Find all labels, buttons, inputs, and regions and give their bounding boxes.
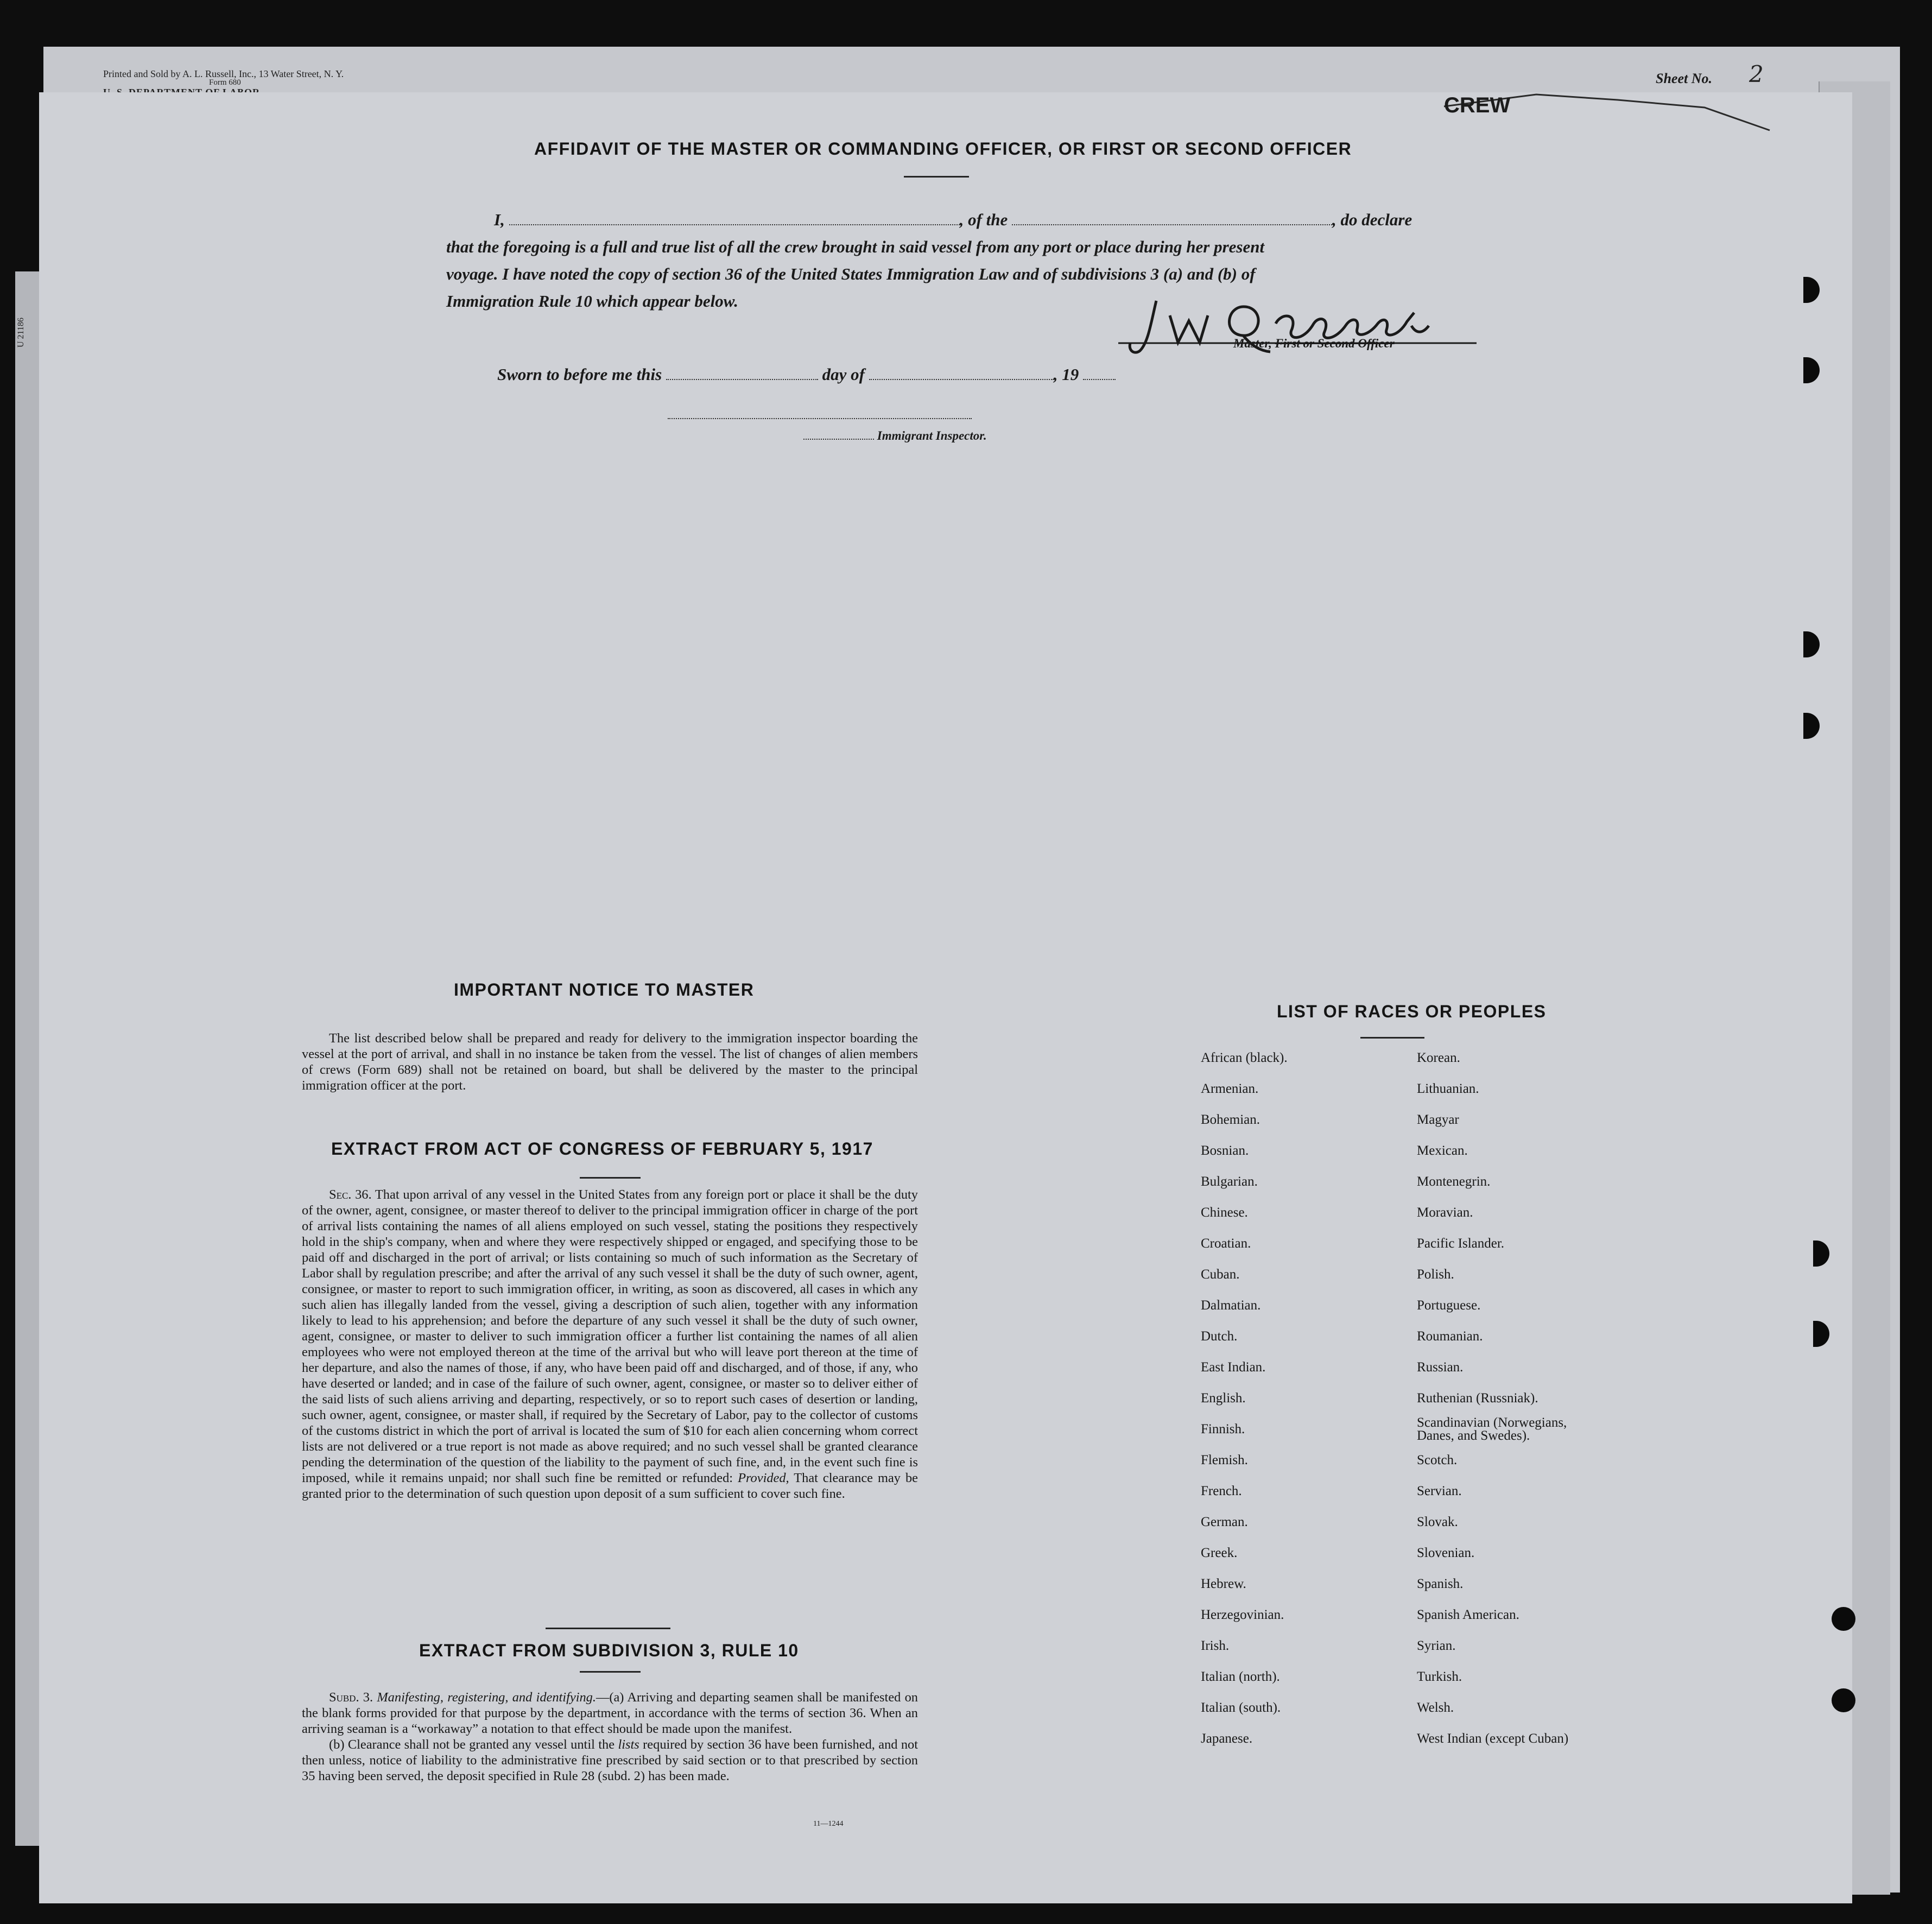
race-item: Mexican. [1417, 1143, 1468, 1158]
race-item: Lithuanian. [1417, 1081, 1479, 1096]
binder-hole-round [1832, 1607, 1855, 1631]
races-right-column [1417, 1050, 1677, 1756]
race-item: Chinese. [1201, 1205, 1248, 1220]
master-name-field[interactable] [509, 210, 960, 225]
race-item: Slovak. [1417, 1515, 1458, 1529]
affidavit-line-4: Immigration Rule 10 which appear below. [446, 292, 738, 311]
race-item: Russian. [1417, 1360, 1464, 1375]
title-rule [904, 176, 969, 178]
act-title: EXTRACT FROM ACT OF CONGRESS OF FEBRUARY 5, 1917 [331, 1139, 873, 1159]
sworn-prefix: Sworn to before me this [497, 365, 662, 384]
race-item: African (black). [1201, 1050, 1288, 1065]
race-item: Roumanian. [1417, 1329, 1483, 1344]
race-item: Cuban. [1201, 1267, 1240, 1282]
race-item: Servian. [1417, 1484, 1462, 1498]
race-item: Scandinavian (Norwegians, Danes, and Swedes). [1417, 1415, 1567, 1443]
sheet-label: Sheet No. [1656, 71, 1712, 86]
race-item: Polish. [1417, 1267, 1454, 1282]
race-item: Greek. [1201, 1546, 1238, 1560]
act-end-rule [546, 1628, 670, 1629]
affidavit-i: I, [494, 210, 505, 229]
subd-para-b-prefix: (b) Clearance shall not be granted any vessel until the [329, 1737, 615, 1752]
race-item: Dutch. [1201, 1329, 1238, 1344]
race-item: English. [1201, 1391, 1246, 1406]
subd-para-a: —(a) Arriving and departing seamen shall be manifested on the blank forms provided for that purpose by the department, in accordance with the terms of section 36. When an arriving seaman is a “workaway” a notation to that effect should be made upon the manifest. [302, 1690, 918, 1736]
affidavit-line-2: that the foregoing is a full and true list of all the crew brought in said vessel from any port or place during her present [446, 237, 1265, 256]
race-item: Ruthenian (Russniak). [1417, 1391, 1538, 1406]
notice-text: The list described below shall be prepared and ready for delivery to the immigration inspector boarding the vessel at the port of arrival, and shall in no instance be taken from the vessel. The list of changes of alien members of crews (Form 689) shall not be retained on board, but shall be delivered by the master to the principal immigration officer at the port. [302, 1031, 918, 1093]
notice-title: IMPORTANT NOTICE TO MASTER [454, 980, 755, 999]
race-item: Italian (north). [1201, 1669, 1280, 1684]
race-item: Moravian. [1417, 1205, 1473, 1220]
affidavit-of-the: , of the [959, 210, 1008, 229]
vessel-name-field[interactable] [1012, 210, 1332, 225]
race-item: Turkish. [1417, 1669, 1462, 1684]
subd-label: Subd. 3. [329, 1690, 373, 1705]
affidavit-line-1 [494, 206, 1412, 233]
race-item: Irish. [1201, 1638, 1230, 1653]
race-item: Bohemian. [1201, 1112, 1260, 1127]
race-item: Scotch. [1417, 1453, 1458, 1467]
races-title-rule [1360, 1037, 1424, 1039]
race-item: Croatian. [1201, 1236, 1251, 1251]
race-item: Korean. [1417, 1050, 1460, 1065]
race-item: Portuguese. [1417, 1298, 1481, 1313]
act-title-rule [580, 1177, 641, 1179]
sworn-month-field[interactable] [869, 365, 1054, 380]
race-item: Magyar [1417, 1112, 1459, 1127]
race-item: Spanish American. [1417, 1607, 1519, 1622]
act-proviso-text: That clearance may be granted prior to the determination of such question upon deposit of a sum sufficient to cover such fine. [302, 1471, 918, 1501]
races-left-column [1201, 1050, 1407, 1756]
race-item: West Indian (except Cuban) [1417, 1731, 1569, 1746]
race-item: Flemish. [1201, 1453, 1248, 1467]
affidavit-line-3: voyage. I have noted the copy of section 36 of the United States Immigration Law and of subdivisions 3 (a) and (b) of [446, 264, 1256, 283]
subd-para-b-italic: lists [618, 1737, 639, 1752]
race-item: Japanese. [1201, 1731, 1253, 1746]
sheet-number: 2 [1749, 61, 1764, 87]
race-item: Finnish. [1201, 1422, 1245, 1436]
race-item: Welsh. [1417, 1700, 1454, 1715]
sworn-year: , 19 [1053, 365, 1079, 384]
subd-para-b-rest: required by section 36 have been furnished, and not then unless, notice of liability to the administrative fine prescribed by said section or to that prescribed by section 35 having been served, the deposit specified in Rule 28 (subd. 2) has been made. [302, 1737, 919, 1783]
inspector-caption: Immigrant Inspector. [803, 429, 987, 443]
signature-caption [1233, 337, 1395, 351]
race-item: East Indian. [1201, 1360, 1266, 1375]
race-item: Montenegrin. [1417, 1174, 1491, 1189]
race-item: Italian (south). [1201, 1700, 1281, 1715]
subd-heading: Manifesting, registering, and identifying. [377, 1690, 596, 1705]
caption-master: Master, [1233, 337, 1275, 350]
printer-line: Printed and Sold by A. L. Russell, Inc., 13 Water Street, N. Y. [103, 68, 344, 79]
sworn-day-field[interactable] [666, 365, 818, 380]
caption-struck-officer: First or Second Officer [1275, 337, 1395, 350]
rule-title: EXTRACT FROM SUBDIVISION 3, RULE 10 [419, 1641, 799, 1660]
form-number: Form 680 [209, 78, 241, 87]
margin-code: U 21186 [16, 318, 26, 347]
race-item: French. [1201, 1484, 1242, 1498]
race-item: Slovenian. [1417, 1546, 1475, 1560]
affidavit-title: AFFIDAVIT OF THE MASTER OR COMMANDING OFFICER, OR FIRST OR SECOND OFFICER [534, 139, 1352, 159]
race-item: Syrian. [1417, 1638, 1456, 1653]
race-item: Bulgarian. [1201, 1174, 1258, 1189]
act-section-label: Sec. 36. [329, 1187, 372, 1202]
print-code: 11—1244 [813, 1820, 844, 1828]
rule-text [302, 1689, 918, 1784]
race-item: Dalmatian. [1201, 1298, 1261, 1313]
master-signature [1118, 291, 1498, 362]
sworn-line [497, 361, 1116, 388]
race-item: Bosnian. [1201, 1143, 1249, 1158]
act-section-36 [302, 1187, 918, 1502]
race-item: Herzegovinian. [1201, 1607, 1284, 1622]
affidavit-declare: , do declare [1332, 210, 1412, 229]
crew-heading-fragment: CREW [1444, 93, 1511, 117]
sworn-year-field[interactable] [1083, 365, 1116, 380]
inspector-signature-line[interactable] [668, 418, 972, 419]
act-proviso-word: Provided, [738, 1471, 789, 1485]
sworn-day-of: day of [822, 365, 865, 384]
act-text: That upon arrival of any vessel in the United States from any foreign port or place it shall be the duty of the owner, agent, consignee, or master thereof to deliver to the principal immigration officer in charge of the port of arrival lists containing the names of all aliens employed on such vessel, stating the positions they respectively hold in the ship's company, when and where they were respectively shipped or engaged, and specifying those to be paid off and discharged in the port of arrival; or lists containing so much of such information as the Secretary of Labor shall by regulation prescribe; and after the arrival of any such vessel it shall be the duty of such owner, agent, consignee, or master to report to such immigration officer, in writing, as soon as discovered, all cases in which any such alien has illegally landed from the vessel, giving a description of such alien, together with any information likely to lead to his apprehension; and before the departure of any such vessel it shall be the duty of such owner, agent, consignee, or master to deliver to such immigration officer a further list containing the names of all alien employees who were not employed thereon at the time of the arrival but who will leave port thereon at the time of her departure, and also the names of those, if any, who have been paid off and discharged, and of those, if any, who have deserted or landed; and in case of the failure of such owner, agent, consignee, or master so to deliver either of the said lists of such aliens arriving and departing, respectively, or so to report such cases of desertion or landing, such owner, agent, consignee, or master shall, if required by the Secretary of Labor, pay to the collector of customs of the customs district in which the port of arrival is located the sum of $10 for each alien concerning whom correct lists are not delivered or a true report is not made as above required; and no such vessel shall be granted clearance pending the determination of the question of the liability to the payment of such fine, and, in the event such fine is imposed, while it remains unpaid; nor shall such fine be remitted or refunded: [302, 1187, 918, 1485]
race-item: Pacific Islander. [1417, 1236, 1505, 1251]
rule-title-rule [580, 1671, 641, 1673]
race-item: German. [1201, 1515, 1248, 1529]
race-item: Spanish. [1417, 1577, 1464, 1591]
races-title: LIST OF RACES OR PEOPLES [1277, 1002, 1547, 1021]
race-item: Hebrew. [1201, 1577, 1246, 1591]
binder-hole-round [1832, 1688, 1855, 1712]
race-item: Armenian. [1201, 1081, 1259, 1096]
